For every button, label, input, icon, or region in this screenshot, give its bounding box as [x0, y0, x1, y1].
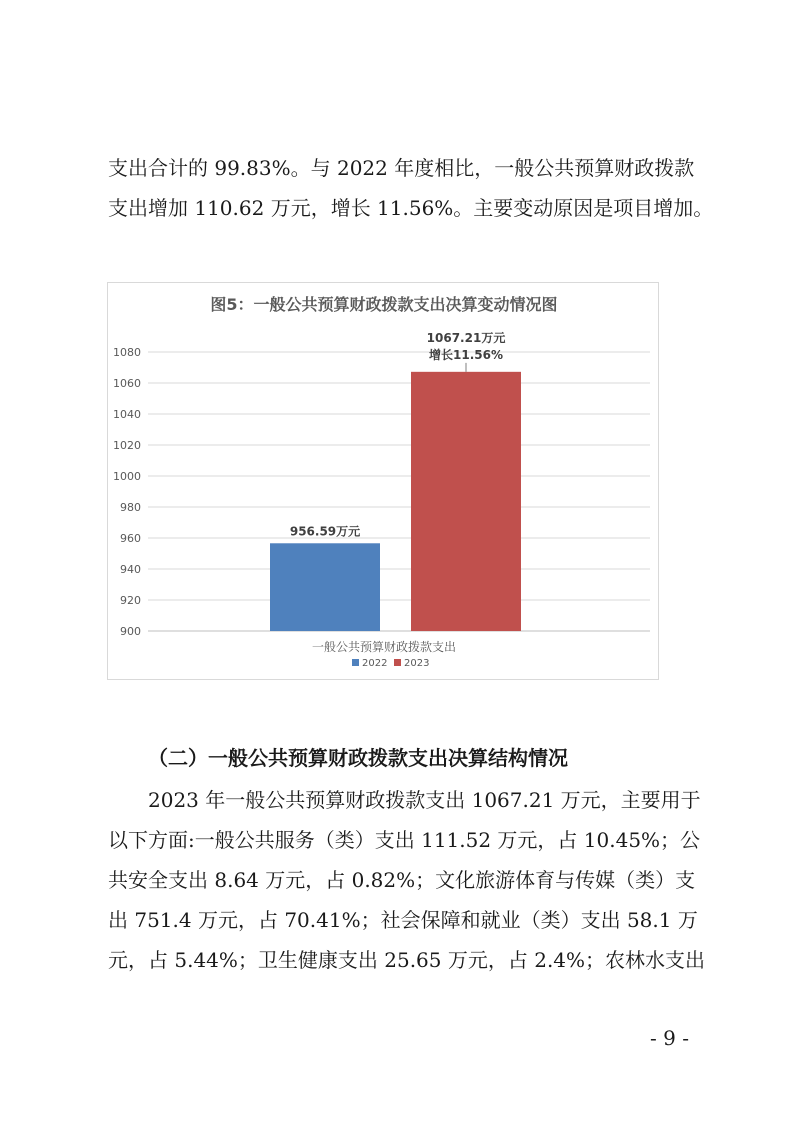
paragraph-line: 2023 年一般公共预算财政拨款支出 1067.21 万元，主要用于 [148, 788, 701, 812]
bar-chart [108, 283, 660, 681]
y-tick-label: 940 [120, 563, 141, 576]
paragraph-line: 共安全支出 8.64 万元，占 0.82%；文化旅游体育与传媒（类）支 [108, 868, 696, 892]
paragraph-line: 以下方面:一般公共服务（类）支出 111.52 万元，占 10.45%；公 [108, 828, 701, 852]
data-label: 956.59万元 [289, 524, 361, 539]
paragraph-line: 支出合计的 99.83%。与 2022 年度相比，一般公共预算财政拨款 [108, 156, 695, 180]
bar-2022 [270, 543, 380, 631]
y-tick-label: 1000 [113, 470, 141, 483]
legend-label-2023: 2023 [404, 658, 430, 669]
y-tick-label: 1020 [113, 439, 141, 452]
page-number: - 9 - [650, 1026, 689, 1050]
x-category-label: 一般公共预算财政拨款支出 [311, 640, 457, 654]
y-tick-label: 1080 [113, 346, 141, 359]
y-tick-label: 1040 [113, 408, 141, 421]
chart-frame [107, 282, 659, 680]
paragraph-line: 元，占 5.44%；卫生健康支出 25.65 万元，占 2.4%；农林水支出 [108, 948, 706, 972]
legend-swatch-2023 [394, 659, 401, 666]
section-heading: （二）一般公共预算财政拨款支出决算结构情况 [148, 746, 568, 770]
data-label: 增长11.56% [429, 347, 503, 362]
data-label: 1067.21万元 [426, 330, 506, 345]
legend-label-2022: 2022 [362, 658, 388, 669]
y-tick-label: 1060 [113, 377, 141, 390]
y-tick-label: 960 [120, 532, 141, 545]
chart-title: 图5：一般公共预算财政拨款支出决算变动情况图 [210, 295, 558, 314]
bar-2023 [411, 372, 521, 631]
y-tick-label: 980 [120, 501, 141, 514]
legend-swatch-2022 [352, 659, 359, 666]
paragraph-line: 出 751.4 万元，占 70.41%；社会保障和就业（类）支出 58.1 万 [108, 908, 698, 932]
y-tick-label: 920 [120, 594, 141, 607]
y-tick-label: 900 [120, 625, 141, 638]
paragraph-line: 支出增加 110.62 万元，增长 11.56%。主要变动原因是项目增加。 [108, 196, 714, 220]
